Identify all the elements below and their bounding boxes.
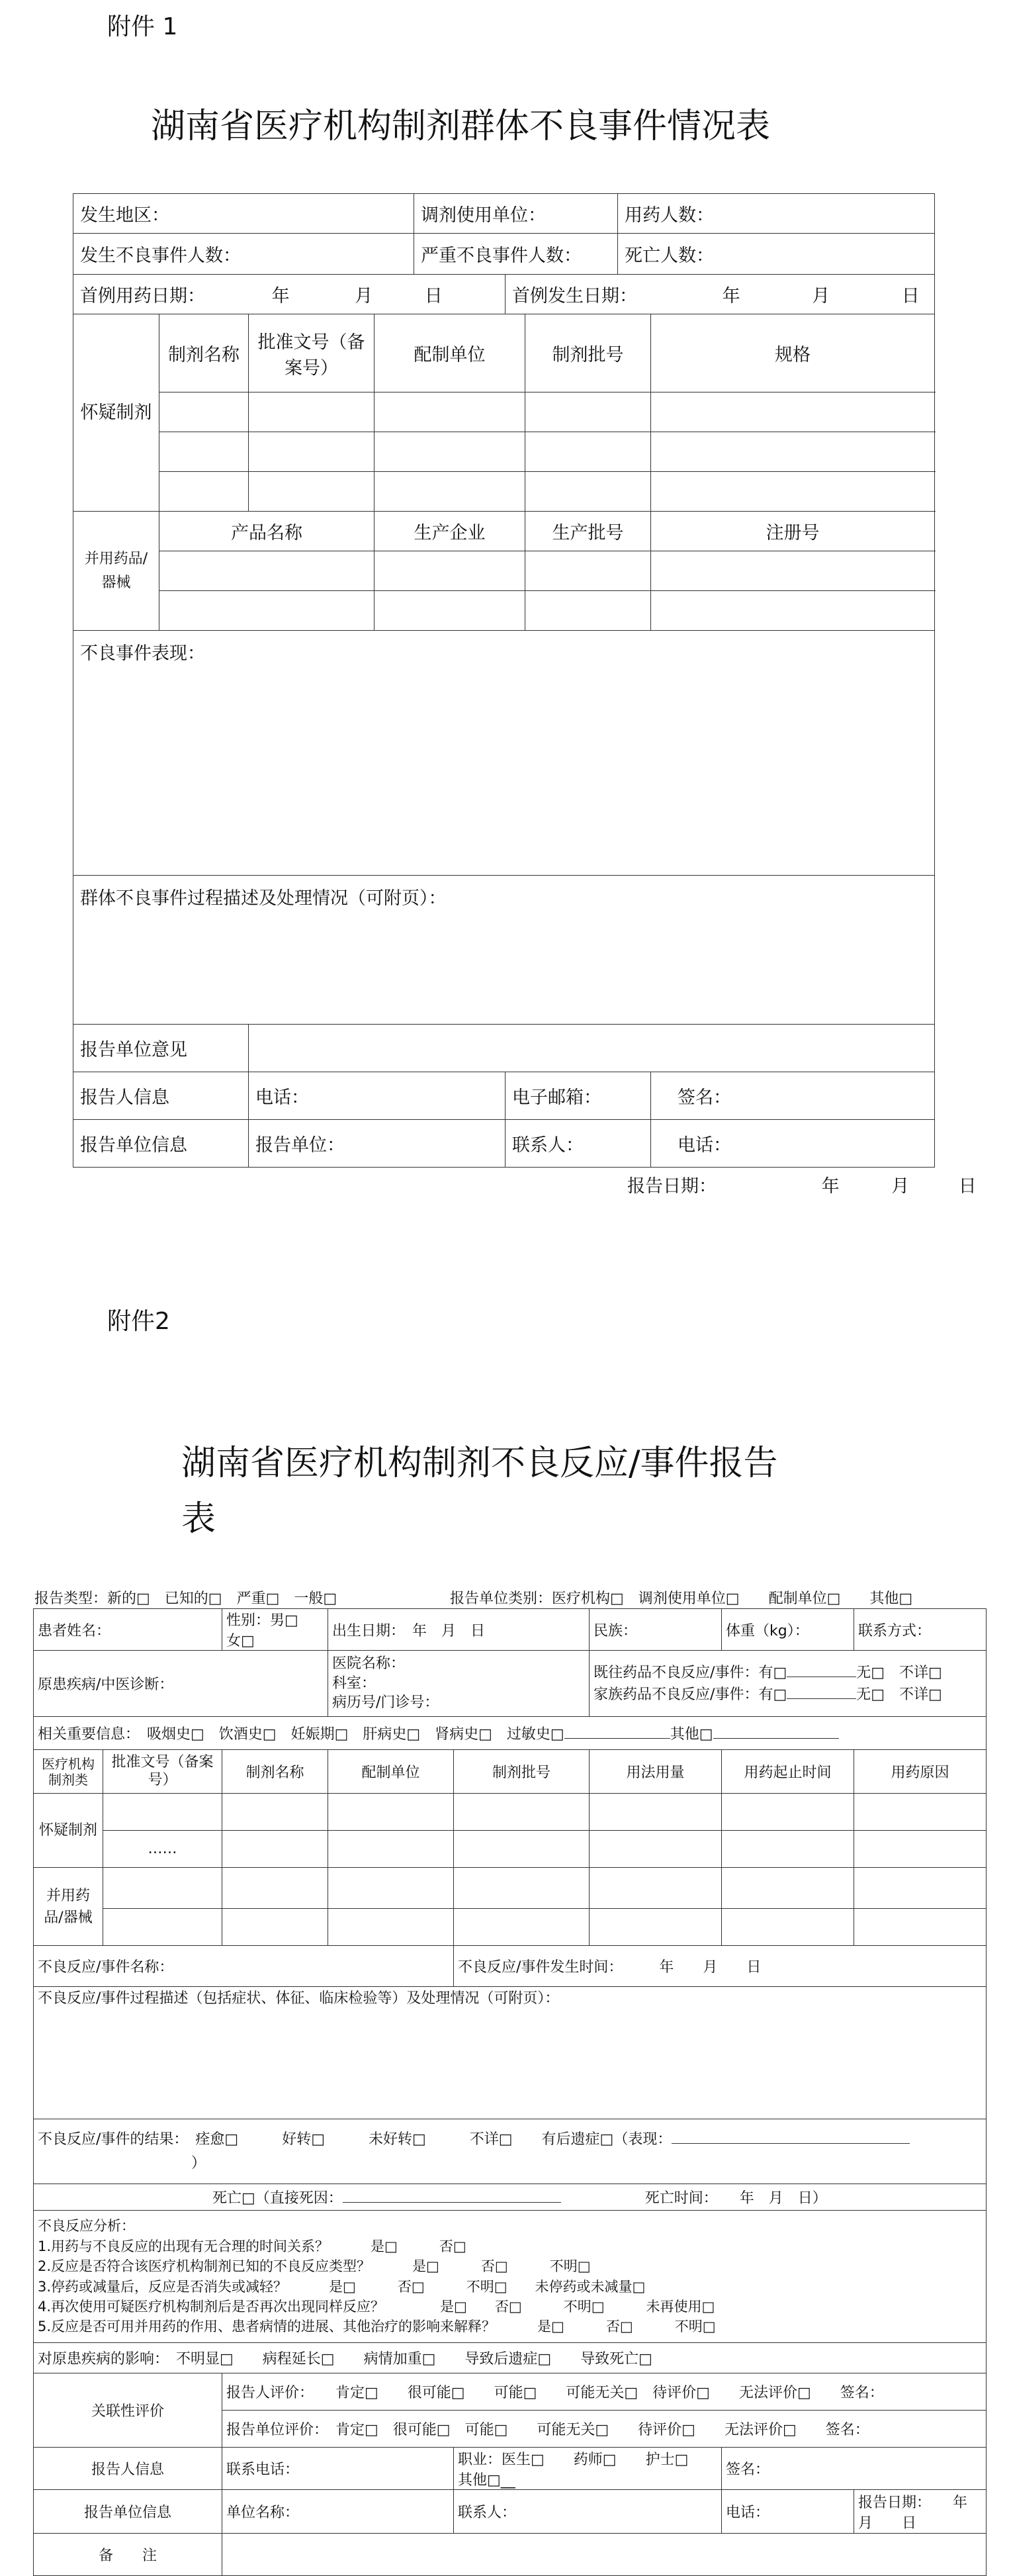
table-cell[interactable]	[222, 1831, 328, 1868]
table-cell[interactable]	[590, 1868, 722, 1909]
opinion-label: 报告单位意见	[73, 1025, 249, 1072]
reporter-info-label: 报告人信息	[73, 1072, 249, 1120]
group-adverse-event-form	[73, 193, 935, 1168]
org-info-label: 报告单位信息	[73, 1120, 249, 1168]
death-label: 死亡□（直接死因：	[212, 2190, 343, 2207]
table-cell[interactable]	[590, 1909, 722, 1946]
hospital-block[interactable]	[328, 1651, 590, 1717]
table-cell[interactable]	[249, 472, 374, 512]
first-occ-date-field[interactable]	[506, 275, 935, 314]
year-label: 年	[271, 286, 290, 306]
table-cell[interactable]	[590, 1794, 722, 1831]
area-field[interactable]: 发生地区：	[73, 194, 414, 234]
page-title-2: 湖南省医疗机构制剂不良反应/事件报告	[181, 1444, 778, 1483]
col-header: 批准文号（备案号）	[103, 1750, 222, 1794]
sign-field[interactable]: 签名：	[722, 2448, 987, 2490]
table-cell[interactable]	[454, 1794, 590, 1831]
none-unknown-label: 无□ 不详□	[856, 1686, 942, 1703]
table-cell[interactable]	[103, 1794, 222, 1831]
analysis-field[interactable]	[34, 2211, 987, 2343]
email-field[interactable]: 电子邮箱：	[506, 1072, 651, 1120]
month-label: 月	[355, 286, 373, 306]
table-cell[interactable]	[454, 1909, 590, 1946]
table-cell[interactable]	[328, 1831, 454, 1868]
table-cell[interactable]	[525, 591, 651, 631]
page-title-2-cont: 表	[181, 1499, 216, 1539]
concomitant-label: 并用药品/器械	[34, 1868, 103, 1946]
org-type-field[interactable]: 报告单位类别：医疗机构□ 调剂使用单位□ 配制单位□ 其他□	[450, 1590, 913, 1607]
remark-label: 备 注	[34, 2534, 222, 2576]
table-cell[interactable]	[722, 1909, 854, 1946]
report-org-field[interactable]: 报告单位：	[249, 1120, 506, 1168]
table-cell[interactable]	[222, 1909, 328, 1946]
col-header: 批准文号（备案号）	[249, 314, 374, 392]
col-header: 注册号	[651, 512, 935, 551]
table-cell[interactable]	[222, 1868, 328, 1909]
ethnic-field[interactable]: 民族：	[590, 1609, 722, 1651]
col-header: 用药起止时间	[722, 1750, 854, 1794]
table-cell[interactable]	[525, 472, 651, 512]
month-label: 月	[812, 286, 830, 306]
first-use-label: 首例用药日期：	[80, 286, 205, 306]
table-cell[interactable]	[249, 432, 374, 472]
adr-name-field[interactable]: 不良反应/事件名称：	[34, 1946, 454, 1987]
phone-field[interactable]: 电话：	[249, 1072, 506, 1120]
history-label: 相关重要信息： 吸烟史□ 饮酒史□ 妊娠期□ 肝病史□ 肾病史□ 过敏史□	[38, 1726, 564, 1743]
org-name-field[interactable]: 单位名称：	[222, 2490, 454, 2534]
report-date-field[interactable]: 报告日期： 年 月 日	[854, 2490, 987, 2534]
report-type-field[interactable]: 报告类型：新的□ 已知的□ 严重□ 一般□	[34, 1590, 337, 1607]
table-cell[interactable]	[651, 591, 935, 631]
analysis-item: 3.停药或减量后，反应是否消失或减轻？ 是□ 否□ 不明□ 未停药或未减量□	[38, 2278, 646, 2295]
table-cell[interactable]	[722, 1868, 854, 1909]
table-cell[interactable]	[374, 551, 525, 591]
col-header: 用药原因	[854, 1750, 987, 1794]
death-field[interactable]	[34, 2184, 987, 2211]
table-cell[interactable]	[222, 1794, 328, 1831]
table-cell[interactable]	[722, 1831, 854, 1868]
col-header: 规格	[651, 314, 935, 392]
analysis-title: 不良反应分析：	[38, 2218, 135, 2234]
process-field[interactable]: 群体不良事件过程描述及处理情况（可附页）：	[73, 876, 935, 1025]
col-header: 产品名称	[159, 512, 374, 551]
table-cell[interactable]	[854, 1868, 987, 1909]
remark-field[interactable]	[222, 2534, 987, 2576]
year-label: 年	[821, 1176, 840, 1197]
table-cell[interactable]	[374, 591, 525, 631]
unit-field[interactable]: 调剂使用单位：	[414, 194, 618, 234]
contact-field[interactable]: 联系人：	[454, 2490, 722, 2534]
col-header: 生产批号	[525, 512, 651, 551]
report-date-line	[627, 1172, 977, 1197]
family-adr-label: 家族药品不良反应/事件：有□	[593, 1686, 787, 1703]
table-cell[interactable]	[374, 472, 525, 512]
table-cell[interactable]	[159, 432, 249, 472]
birth-field[interactable]: 出生日期： 年 月 日	[328, 1609, 590, 1651]
contact-way-field[interactable]: 联系方式：	[854, 1609, 987, 1651]
concomitant-label: 并用药品/器械	[73, 512, 159, 631]
first-occ-label: 首例发生日期：	[512, 286, 637, 306]
analysis-item: 4.再次使用可疑医疗机构制剂后是否再次出现同样反应？ 是□ 否□ 不明□ 未再使用□	[38, 2298, 715, 2315]
reporter-info-label: 报告人信息	[34, 2448, 222, 2490]
ae-count-field[interactable]: 发生不良事件人数：	[73, 234, 414, 275]
table-cell[interactable]	[651, 472, 935, 512]
suspect-preparation-label: 怀疑制剂	[73, 314, 159, 512]
col-header: 制剂批号	[454, 1750, 590, 1794]
analysis-item: 2.反应是否符合该医疗机构制剂已知的不良反应类型？ 是□ 否□ 不明□	[38, 2258, 591, 2275]
other-label: 其他□	[670, 1726, 713, 1743]
col-header: 医疗机构制剂类	[34, 1750, 103, 1794]
adr-time-field[interactable]: 不良反应/事件发生时间： 年 月 日	[454, 1946, 987, 1987]
relevance-label: 关联性评价	[34, 2373, 222, 2448]
analysis-item: 1.用药与不良反应的出现有无合理的时间关系？ 是□ 否□	[38, 2238, 466, 2254]
table-cell[interactable]	[159, 591, 374, 631]
adr-history-block[interactable]	[590, 1651, 987, 1717]
ellipsis-cell: ……	[103, 1831, 222, 1868]
contact-field[interactable]: 联系人：	[506, 1120, 651, 1168]
dept-label: 科室：	[332, 1675, 376, 1692]
table-cell[interactable]	[651, 392, 935, 432]
first-use-date-field[interactable]	[73, 275, 506, 314]
tel-field[interactable]: 电话：	[722, 2490, 854, 2534]
table-cell[interactable]	[159, 392, 249, 432]
table-cell[interactable]	[854, 1831, 987, 1868]
outcome-label: 不良反应/事件的结果： 痊愈□ 好转□ 未好转□ 不详□ 有后遗症□（表现：	[38, 2131, 672, 2148]
gender-field[interactable]: 性别：男□ 女□	[222, 1609, 328, 1651]
day-label: 日	[424, 286, 443, 306]
table-cell[interactable]	[590, 1831, 722, 1868]
org-eval-field[interactable]: 报告单位评价： 肯定□ 很可能□ 可能□ 可能无关□ 待评价□ 无法评价□ 签名：	[222, 2411, 987, 2448]
death-count-field[interactable]: 死亡人数：	[618, 234, 935, 275]
reporter-eval-field[interactable]: 报告人评价： 肯定□ 很可能□ 可能□ 可能无关□ 待评价□ 无法评价□ 签名：	[222, 2373, 987, 2411]
year-label: 年	[722, 286, 740, 306]
users-field[interactable]: 用药人数：	[618, 194, 935, 234]
col-header: 配制单位	[328, 1750, 454, 1794]
table-cell[interactable]	[374, 392, 525, 432]
history-field[interactable]	[34, 1717, 987, 1750]
table-cell[interactable]	[374, 432, 525, 472]
col-header: 用法用量	[590, 1750, 722, 1794]
day-label: 日	[958, 1176, 977, 1197]
death-time-label: 死亡时间： 年 月 日）	[644, 2190, 827, 2207]
col-header: 制剂名称	[159, 314, 249, 392]
adr-process-field[interactable]: 不良反应/事件过程描述（包括症状、体征、临床检验等）及处理情况（可附页）：	[34, 1987, 987, 2119]
phone-field-2[interactable]: 电话：	[651, 1120, 935, 1168]
disease-field[interactable]: 原患疾病/中医诊断：	[34, 1651, 328, 1717]
phone-field[interactable]: 联系电话：	[222, 2448, 454, 2490]
opinion-field[interactable]	[249, 1025, 935, 1072]
suspect-label: 怀疑制剂	[34, 1794, 103, 1868]
day-label: 日	[901, 286, 920, 306]
record-no-label: 病历号/门诊号：	[332, 1694, 439, 1712]
table-cell[interactable]	[854, 1794, 987, 1831]
table-cell[interactable]	[525, 432, 651, 472]
analysis-item: 5.反应是否可用并用药的作用、患者病情的进展、其他治疗的影响来解释？ 是□ 否□ 不明□	[38, 2319, 716, 2335]
table-cell[interactable]	[651, 551, 935, 591]
table-cell[interactable]	[328, 1794, 454, 1831]
col-header: 制剂名称	[222, 1750, 328, 1794]
patient-name-field[interactable]: 患者姓名：	[34, 1609, 222, 1651]
hospital-label: 医院名称：	[332, 1655, 406, 1672]
table-cell[interactable]	[249, 392, 374, 432]
manifestation-field[interactable]: 不良事件表现：	[73, 631, 935, 876]
effect-field[interactable]: 对原患疾病的影响： 不明显□ 病程延长□ 病情加重□ 导致后遗症□ 导致死亡□	[34, 2343, 987, 2373]
adr-report-form	[33, 1608, 997, 2576]
table-cell[interactable]	[328, 1868, 454, 1909]
table-cell[interactable]	[328, 1909, 454, 1946]
signature-field[interactable]: 签名：	[651, 1072, 935, 1120]
col-header: 生产企业	[374, 512, 525, 551]
table-cell[interactable]	[159, 551, 374, 591]
table-cell[interactable]	[722, 1794, 854, 1831]
table-cell[interactable]	[454, 1831, 590, 1868]
table-cell[interactable]	[854, 1909, 987, 1946]
table-cell[interactable]	[103, 1868, 222, 1909]
month-label: 月	[891, 1176, 910, 1197]
job-field[interactable]: 职业：医生□ 药师□ 护士□ 其他□__	[454, 2448, 722, 2490]
table-cell[interactable]	[651, 432, 935, 472]
weight-field[interactable]: 体重（kg）：	[722, 1609, 854, 1651]
past-adr-label: 既往药品不良反应/事件：有□	[593, 1664, 787, 1681]
table-cell[interactable]	[525, 392, 651, 432]
table-cell[interactable]	[454, 1868, 590, 1909]
attachment-label-1: 附件 1	[107, 13, 178, 40]
table-cell[interactable]	[103, 1909, 222, 1946]
col-header: 制剂批号	[525, 314, 651, 392]
outcome-field[interactable]	[34, 2119, 987, 2184]
table-cell[interactable]	[159, 472, 249, 512]
col-header: 配制单位	[374, 314, 525, 392]
page-title-1: 湖南省医疗机构制剂群体不良事件情况表	[151, 107, 771, 146]
none-unknown-label: 无□ 不详□	[856, 1664, 942, 1681]
table-cell[interactable]	[525, 551, 651, 591]
severe-count-field[interactable]: 严重不良事件人数：	[414, 234, 618, 275]
org-info-label: 报告单位信息	[34, 2490, 222, 2534]
attachment-label-2: 附件2	[107, 1308, 170, 1335]
outcome-close: ）	[191, 2154, 206, 2172]
report-date-label: 报告日期：	[627, 1176, 717, 1197]
